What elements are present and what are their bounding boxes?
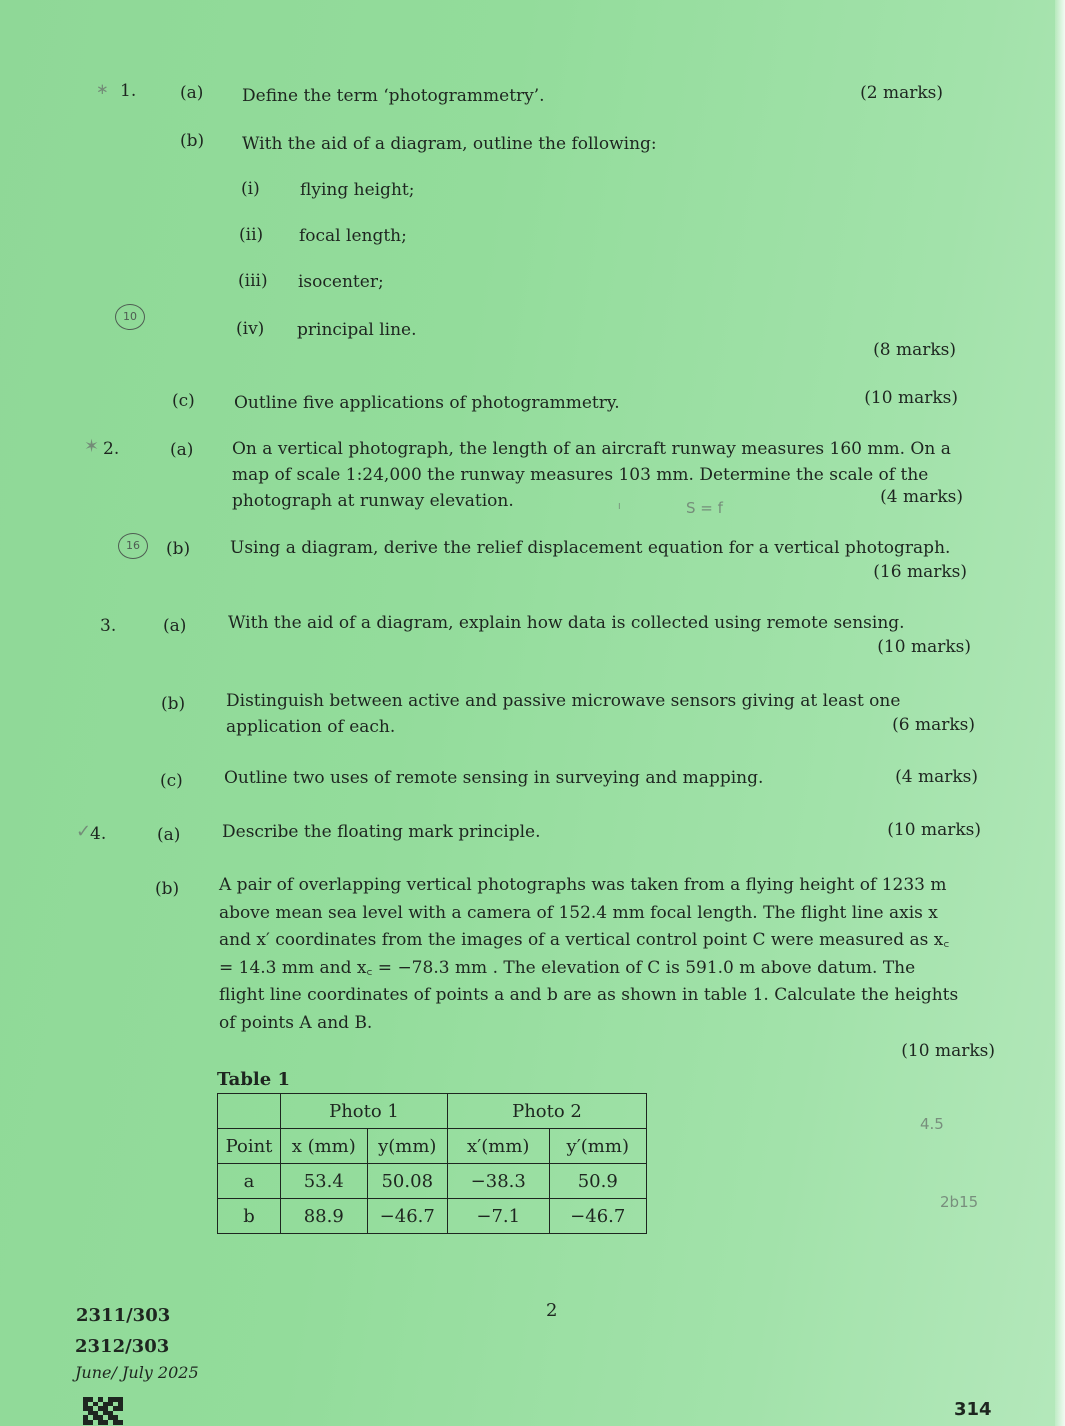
q3b-label: (b) bbox=[161, 694, 186, 714]
q4-number: 4. bbox=[90, 824, 107, 844]
paper-code-2: 2312/303 bbox=[75, 1336, 170, 1357]
q1b-iii-label: (iii) bbox=[238, 271, 268, 291]
header-x: x (mm) bbox=[281, 1129, 368, 1164]
header-y: y(mm) bbox=[367, 1129, 447, 1164]
margin-tick: ✶ bbox=[84, 436, 100, 457]
q3c-text: Outline two uses of remote sensing in surveying and mapping. bbox=[224, 768, 764, 788]
q4b-label: (b) bbox=[155, 879, 180, 899]
q2a-label: (a) bbox=[170, 440, 194, 460]
q3b-marks: (6 marks) bbox=[892, 715, 975, 735]
q1b-marks: (8 marks) bbox=[873, 340, 956, 360]
q1c-label: (c) bbox=[172, 391, 195, 411]
q4a-label: (a) bbox=[157, 825, 181, 845]
qr-code-icon bbox=[83, 1397, 123, 1425]
table-group-header-row bbox=[218, 1094, 647, 1129]
q1-number: 1. bbox=[120, 81, 137, 101]
margin-scribble: 2b15 bbox=[940, 1193, 979, 1211]
q2b-label: (b) bbox=[166, 539, 191, 559]
handwritten-circle-mark: 16 bbox=[118, 533, 148, 559]
page-number: 2 bbox=[546, 1300, 558, 1321]
cell: −46.7 bbox=[367, 1199, 447, 1234]
margin-tick: ∗ bbox=[96, 80, 109, 98]
q4a-marks: (10 marks) bbox=[887, 820, 981, 840]
q1c-marks: (10 marks) bbox=[864, 388, 958, 408]
q3c-marks: (4 marks) bbox=[895, 767, 978, 787]
cell: −38.3 bbox=[448, 1164, 550, 1199]
header-x-prime: x′(mm) bbox=[448, 1129, 550, 1164]
q3a-label: (a) bbox=[163, 616, 187, 636]
handwritten-circle-mark: 10 bbox=[115, 304, 145, 330]
margin-scribble: ˡ bbox=[618, 500, 621, 518]
serial-number: 314 bbox=[954, 1399, 992, 1420]
q1a-text: Define the term ‘photogrammetry’. bbox=[242, 86, 545, 106]
table-caption: Table 1 bbox=[217, 1069, 291, 1090]
table-row bbox=[218, 1199, 647, 1234]
q2a-text bbox=[232, 436, 964, 514]
cell: a bbox=[218, 1164, 281, 1199]
cell: b bbox=[218, 1199, 281, 1234]
margin-tick: ✓ bbox=[76, 821, 92, 842]
cell: 53.4 bbox=[281, 1164, 368, 1199]
margin-scribble: S = f bbox=[686, 499, 723, 517]
cell: 50.08 bbox=[367, 1164, 447, 1199]
cell: 88.9 bbox=[281, 1199, 368, 1234]
q4b-text-content: A pair of overlapping vertical photographs was taken from a flying height of 1233 m above mean sea level with a camera of 152.4 mm focal length. The flight line axis x and x′ coordinates from the images of a vertical control point C were measured as x꜀ = 14.3 mm and x꜀ = −78.3 mm . The elevation of C is 591.0 m above datum. The flight line coordinates of points a and b are as shown in table 1. Calculate the heights of points A and B. bbox=[219, 875, 959, 1033]
data-table bbox=[217, 1093, 647, 1234]
q1b-text: With the aid of a diagram, outline the following: bbox=[242, 134, 657, 154]
q1b-ii-label: (ii) bbox=[239, 225, 264, 245]
q3-number: 3. bbox=[100, 616, 117, 636]
exam-date: June/ July 2025 bbox=[75, 1363, 199, 1382]
q3b-text-content: Distinguish between active and passive microwave sensors giving at least one application of each. bbox=[226, 691, 901, 737]
table-header-row bbox=[218, 1129, 647, 1164]
q2-number: 2. bbox=[103, 439, 120, 459]
header-y-prime: y′(mm) bbox=[549, 1129, 647, 1164]
q1b-iv-label: (iv) bbox=[236, 319, 265, 339]
q1b-iv-text: principal line. bbox=[297, 320, 417, 340]
q1b-iii-text: isocenter; bbox=[298, 272, 384, 292]
q3a-text: With the aid of a diagram, explain how data is collected using remote sensing. bbox=[228, 613, 905, 633]
q4a-text: Describe the floating mark principle. bbox=[222, 822, 541, 842]
q1b-ii-text: focal length; bbox=[299, 226, 407, 246]
paper-code-1: 2311/303 bbox=[76, 1305, 171, 1326]
q1b-label: (b) bbox=[180, 131, 205, 151]
q4b-text bbox=[219, 872, 964, 1037]
q2b-text: Using a diagram, derive the relief displacement equation for a vertical photograph. bbox=[230, 538, 951, 558]
cell: −7.1 bbox=[448, 1199, 550, 1234]
q3b-text bbox=[226, 688, 926, 740]
table-row bbox=[218, 1164, 647, 1199]
q1c-text: Outline five applications of photogrammetry. bbox=[234, 393, 620, 413]
q2b-marks: (16 marks) bbox=[873, 562, 967, 582]
group-header-photo-1: Photo 1 bbox=[281, 1094, 448, 1129]
q2a-text-content: On a vertical photograph, the length of an aircraft runway measures 160 mm. On a map of scale 1:24,000 the runway measures 103 mm. Determine the scale of the photograph at runway elevation. bbox=[232, 439, 951, 511]
q3a-marks: (10 marks) bbox=[877, 637, 971, 657]
group-header-photo-2: Photo 2 bbox=[448, 1094, 647, 1129]
q1b-i-label: (i) bbox=[241, 179, 260, 199]
q1b-i-text: flying height; bbox=[300, 180, 415, 200]
margin-scribble: 4.5 bbox=[920, 1115, 944, 1133]
cell: 50.9 bbox=[549, 1164, 647, 1199]
q2a-marks: (4 marks) bbox=[880, 487, 963, 507]
q1a-marks: (2 marks) bbox=[860, 83, 943, 103]
q4b-marks: (10 marks) bbox=[901, 1041, 995, 1061]
header-point: Point bbox=[218, 1129, 281, 1164]
q3c-label: (c) bbox=[160, 771, 183, 791]
table-corner-cell bbox=[218, 1094, 281, 1129]
page-edge bbox=[1055, 0, 1065, 1426]
q1a-label: (a) bbox=[180, 83, 204, 103]
cell: −46.7 bbox=[549, 1199, 647, 1234]
